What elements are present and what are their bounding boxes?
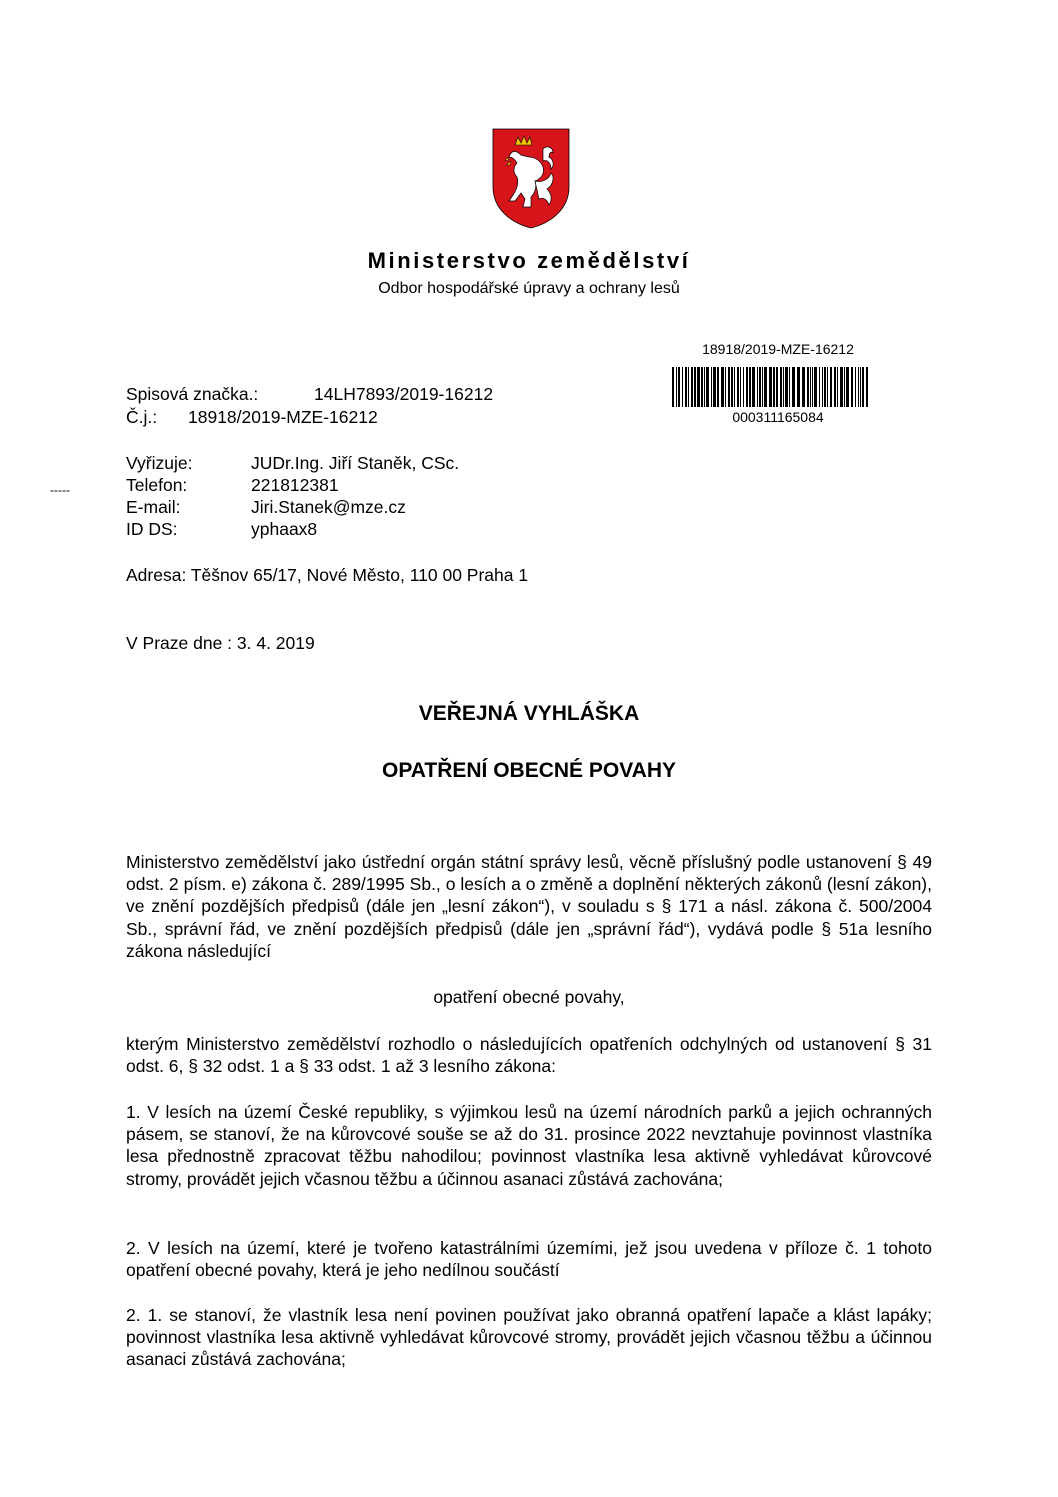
barcode-bar bbox=[819, 367, 820, 407]
point-1-paragraph: 1. V lesích na území České republiky, s výjimkou lesů na území národních parků a jejich ochranných pásem, se stanoví, že na kůrovcové souše se až do 31. prosince 2022 nevztahuje povinnost vlastníka lesa přednostně zpracovat těžbu nahodilou; povinnost vlastníka lesa aktivně vyhledávat kůrovcové stromy, provádět jejich včasnou těžbu a účinnou asanaci zůstává zachována; bbox=[126, 1102, 932, 1189]
barcode-bar bbox=[846, 367, 849, 407]
barcode-bar bbox=[764, 367, 767, 407]
point-2-paragraph: 2. V lesích na území, které je tvořeno katastrálními územími, jež jsou uvedena v příloze č. 1 tohoto opatření obecné povahy, která je jeho nedílnou součástí bbox=[126, 1238, 932, 1281]
barcode-bar bbox=[706, 367, 709, 407]
barcode-bar bbox=[814, 367, 817, 407]
barcode-bar bbox=[858, 367, 859, 407]
intro-paragraph: Ministerstvo zemědělství jako ústřední orgán státní správy lesů, věcně příslušný podle ustanovení § 49 odst. 2 písm. e) zákona č. 289/1995 Sb., o lesích a o změně a doplnění některých zákonů (lesní zákon), ve znění pozdějších předpisů (dále jen „lesní zákon“), v souladu s § 171 a násl. zákona č. 500/2004 Sb., správní řád, ve znění pozdějších předpisů (dále jen „správní řád“), vydává podle § 51a lesního zákona následující bbox=[126, 852, 932, 961]
reference-number-top: 18918/2019-MZE-16212 bbox=[702, 341, 854, 357]
barcode-bar bbox=[851, 367, 853, 407]
barcode-bar bbox=[840, 367, 843, 407]
cj-value: 18918/2019-MZE-16212 bbox=[188, 407, 378, 427]
barcode-bar bbox=[762, 367, 763, 407]
barcode-bar bbox=[731, 367, 733, 407]
barcode bbox=[672, 367, 868, 407]
barcode-bar bbox=[743, 367, 744, 407]
barcode-bar bbox=[685, 367, 687, 407]
barcode-bar bbox=[769, 367, 772, 407]
spisova-znacka-row bbox=[126, 384, 494, 405]
barcode-bar bbox=[776, 367, 778, 407]
barcode-bar bbox=[797, 367, 800, 407]
barcode-bar bbox=[749, 367, 751, 407]
barcode-bar bbox=[717, 367, 719, 407]
idds-label: ID DS: bbox=[126, 519, 178, 539]
barcode-bar bbox=[812, 367, 813, 407]
barcode-bar bbox=[834, 367, 836, 407]
ministry-name bbox=[0, 248, 1058, 274]
spisova-znacka-label: Spisová značka.: bbox=[126, 384, 259, 404]
barcode-bar bbox=[704, 367, 705, 407]
spisova-znacka-value: 14LH7893/2019-16212 bbox=[314, 384, 494, 404]
barcode-bar bbox=[691, 367, 693, 407]
barcode-bar bbox=[862, 367, 864, 407]
barcode-bar bbox=[780, 367, 782, 407]
email-value: Jiri.Stanek@mze.cz bbox=[251, 497, 406, 517]
point-2-1-paragraph: 2. 1. se stanoví, že vlastník lesa není povinen používat jako obranná opatření lapače a klást lapáky; povinnost vlastníka lesa aktivně vyhledávat kůrovcové stromy, provádět jejich včasnou těžbu a účinnou asanaci zůstává zachována; bbox=[126, 1305, 932, 1370]
decision-heading: opatření obecné povahy, bbox=[433, 987, 625, 1007]
barcode-bar bbox=[844, 367, 845, 407]
barcode-bar bbox=[792, 367, 795, 407]
barcode-bar bbox=[807, 367, 809, 407]
email-label: E-mail: bbox=[126, 497, 181, 517]
barcode-bar bbox=[855, 367, 856, 407]
barcode-bar bbox=[824, 367, 826, 407]
main-title: VEŘEJNÁ VYHLÁŠKA bbox=[418, 702, 640, 725]
idds-value: yphaax8 bbox=[251, 519, 318, 539]
address-line: Adresa: Těšnov 65/17, Nové Město, 110 00 Praha 1 bbox=[126, 565, 529, 585]
barcode-bar bbox=[785, 367, 788, 407]
vyrizuje-label: Vyřizuje: bbox=[126, 453, 193, 473]
barcode-bar bbox=[672, 367, 674, 407]
barcode-bar bbox=[721, 367, 724, 407]
vyrizuje-value: JUDr.Ing. Jiří Staněk, CSc. bbox=[251, 453, 460, 473]
barcode-bar bbox=[725, 367, 726, 407]
barcode-bar bbox=[713, 367, 716, 407]
barcode-bar bbox=[822, 367, 823, 407]
barcode-bar bbox=[737, 367, 739, 407]
subtitle: OPATŘENÍ OBECNÉ POVAHY bbox=[381, 759, 677, 782]
barcode-bar bbox=[678, 367, 680, 407]
barcode-bar bbox=[682, 367, 683, 407]
margin-mark: ----- bbox=[50, 483, 70, 497]
telefon-value: 221812381 bbox=[251, 475, 339, 495]
barcode-bar bbox=[802, 367, 805, 407]
idds-row bbox=[126, 519, 318, 540]
barcode-bar bbox=[734, 367, 735, 407]
barcode-number: 000311165084 bbox=[732, 409, 824, 425]
cj-label: Č.j.: bbox=[126, 407, 158, 427]
decision-paragraph: kterým Ministerstvo zemědělství rozhodlo o následujících opatřeních odchylných od ustanovení § 31 odst. 6, § 32 odst. 1 a § 33 odst. 1 až 3 lesního zákona: bbox=[126, 1034, 932, 1077]
barcode-bar bbox=[866, 367, 868, 407]
barcode-bar bbox=[697, 367, 700, 407]
barcode-bar bbox=[773, 367, 775, 407]
telefon-label: Telefon: bbox=[126, 475, 188, 495]
department-name: Odbor hospodářské úpravy a ochrany lesů bbox=[378, 280, 680, 297]
barcode-bar bbox=[711, 367, 712, 407]
barcode-bar bbox=[789, 367, 790, 407]
barcode-bar bbox=[728, 367, 730, 407]
barcode-bar bbox=[759, 367, 761, 407]
barcode-bar bbox=[830, 367, 832, 407]
barcode-bar bbox=[676, 367, 677, 407]
barcode-bar bbox=[783, 367, 784, 407]
barcode-bar bbox=[827, 367, 828, 407]
coat-of-arms-logo bbox=[491, 127, 571, 229]
email-row bbox=[126, 497, 406, 518]
barcode-bar bbox=[757, 367, 758, 407]
ministry-name-text: Ministerstvo zemědělství bbox=[367, 248, 691, 273]
barcode-bar bbox=[694, 367, 696, 407]
barcode-bar bbox=[752, 367, 755, 407]
telefon-row bbox=[126, 475, 339, 496]
barcode-bar bbox=[740, 367, 741, 407]
barcode-bar bbox=[837, 367, 838, 407]
cj-row bbox=[126, 407, 378, 428]
barcode-bar bbox=[746, 367, 748, 407]
vyrizuje-row bbox=[126, 453, 460, 474]
date-line: V Praze dne : 3. 4. 2019 bbox=[126, 633, 315, 653]
barcode-bar bbox=[810, 367, 811, 407]
barcode-bar bbox=[701, 367, 703, 407]
barcode-bar bbox=[860, 367, 861, 407]
barcode-bar bbox=[688, 367, 689, 407]
